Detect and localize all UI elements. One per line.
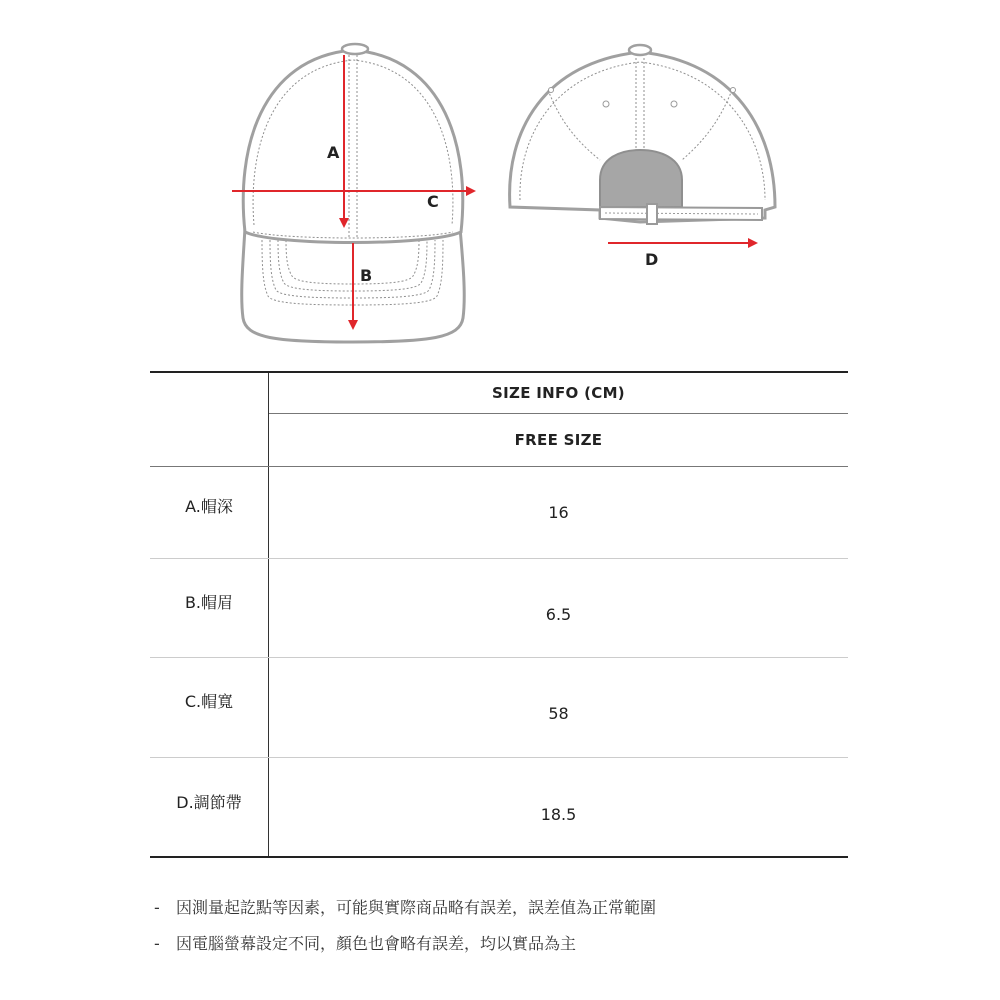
note-item [154, 893, 854, 923]
row-value: 16 [548, 503, 569, 522]
size-table [150, 371, 848, 858]
note-item [154, 929, 854, 959]
note-text: 因測量起訖點等因素，可能與實際商品略有誤差，誤差值為正常範圍 [176, 898, 657, 917]
cap-back-icon [510, 45, 775, 224]
header-title: SIZE INFO (CM) [492, 384, 625, 402]
header-size: FREE SIZE [514, 431, 603, 449]
note-text: 因電腦螢幕設定不同，顏色也會略有誤差，均以實品為主 [176, 934, 577, 953]
label-b: B [360, 266, 373, 285]
row-label: A.帽深 [185, 497, 233, 516]
row-value: 58 [548, 704, 569, 723]
note-bullet: - [154, 898, 160, 917]
label-d: D [645, 250, 659, 269]
row-label: B.帽眉 [184, 592, 234, 612]
label-a: A [327, 143, 340, 162]
row-label: C.帽寬 [184, 692, 234, 711]
cap-diagram [0, 0, 1000, 370]
label-c: C [427, 192, 439, 211]
row-value: 18.5 [540, 804, 577, 824]
row-label: D.調節帶 [176, 792, 242, 812]
notes-list [154, 893, 854, 965]
row-value: 6.5 [545, 604, 572, 624]
note-bullet: - [154, 934, 160, 953]
